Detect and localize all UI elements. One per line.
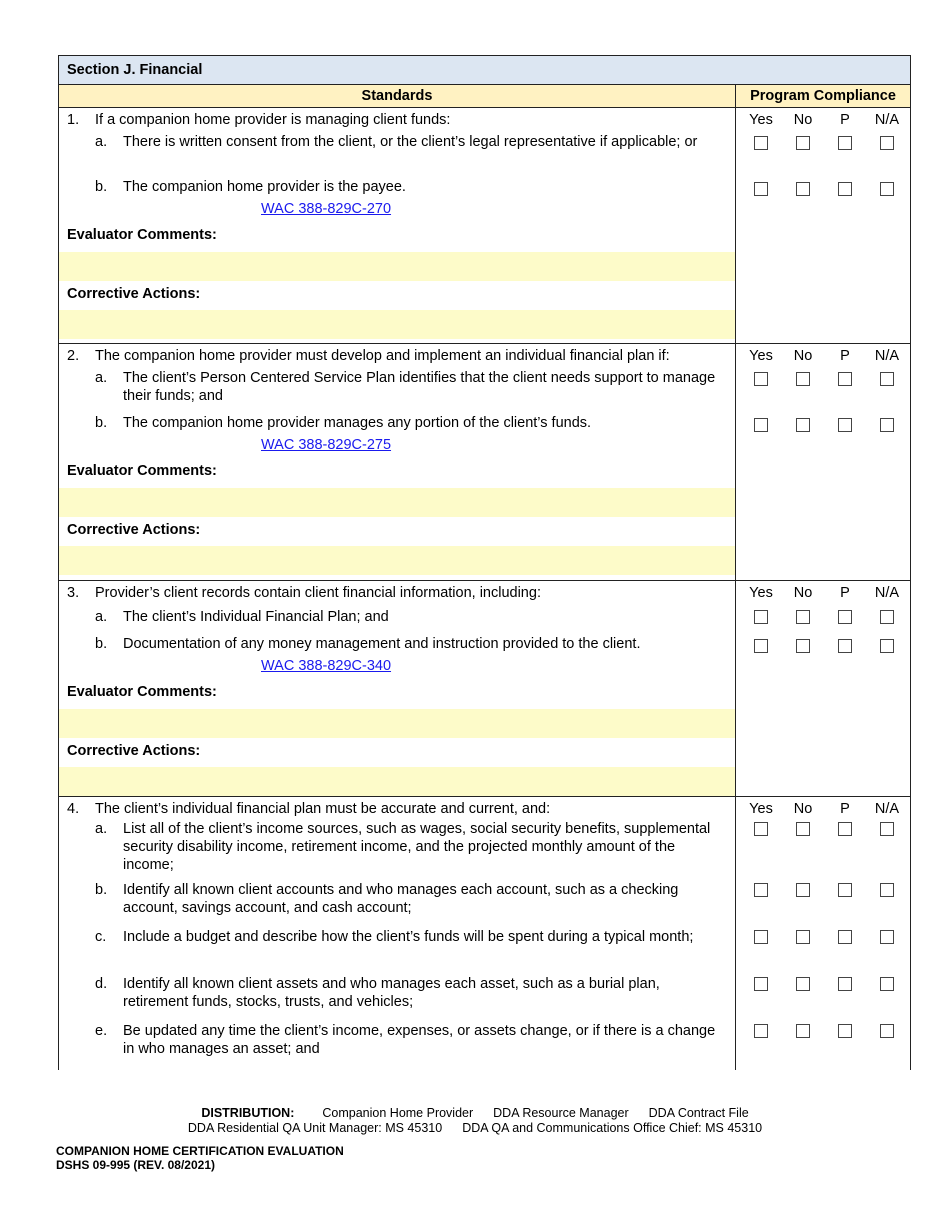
compliance-cell [736, 797, 910, 1070]
evaluator-comments-field[interactable] [59, 709, 735, 738]
corrective-actions-label: Corrective Actions: [67, 286, 201, 302]
p-checkbox[interactable] [838, 977, 852, 991]
p-checkbox[interactable] [838, 610, 852, 624]
p-checkbox[interactable] [838, 930, 852, 944]
sub-text: The client’s Person Centered Service Plan identifies that the client needs support to manage their funds; and [123, 370, 716, 404]
yes-checkbox[interactable] [754, 136, 768, 150]
no-col-label: No [793, 112, 813, 128]
yes-checkbox[interactable] [754, 1024, 768, 1038]
form-number: DSHS 09-995 (REV. 08/2021) [56, 1158, 215, 1172]
sub-text: Be updated any time the client’s income, expenses, or assets change, or if there is a change in who manages an asset; and [123, 1023, 716, 1057]
p-col-label: P [840, 801, 850, 817]
na-checkbox[interactable] [880, 372, 894, 386]
evaluator-comments-label: Evaluator Comments: [67, 463, 217, 479]
corrective-actions-label: Corrective Actions: [67, 743, 201, 759]
no-checkbox[interactable] [796, 977, 810, 991]
yes-checkbox[interactable] [754, 610, 768, 624]
form-footer [56, 1144, 456, 1172]
na-checkbox[interactable] [880, 639, 894, 653]
na-col-label: N/A [874, 112, 900, 128]
sub-text: Documentation of any money management and instruction provided to the client. [123, 636, 641, 652]
item-number: 1. [67, 112, 80, 128]
sub-text: Include a budget and describe how the client’s funds will be spent during a typical month; [123, 929, 694, 945]
evaluator-comments-label: Evaluator Comments: [67, 227, 217, 243]
p-checkbox[interactable] [838, 136, 852, 150]
yes-col-label: Yes [749, 585, 773, 601]
item-text: Provider’s client records contain client financial information, including: [95, 585, 541, 601]
item-text: The companion home provider must develop and implement an individual financial plan if: [95, 348, 670, 364]
section-title: Section J. Financial [59, 56, 910, 85]
wac-link[interactable]: WAC 388-829C-275 [261, 437, 392, 453]
p-col-label: P [840, 585, 850, 601]
no-col-label: No [793, 348, 813, 364]
standards-header: Standards [59, 85, 736, 107]
no-col-label: No [793, 801, 813, 817]
p-checkbox[interactable] [838, 372, 852, 386]
compliance-cell [736, 581, 910, 796]
sub-text: The client’s Individual Financial Plan; and [123, 609, 389, 625]
column-headers [59, 85, 910, 108]
sub-text: List all of the client’s income sources, such as wages, social security benefits, supplemental security disability income, retirement income, and the projected monthly amount of the income; [123, 821, 711, 873]
yes-checkbox[interactable] [754, 418, 768, 432]
yes-checkbox[interactable] [754, 883, 768, 897]
no-checkbox[interactable] [796, 182, 810, 196]
item-text: The client’s individual financial plan must be accurate and current, and: [95, 801, 551, 817]
p-checkbox[interactable] [838, 1024, 852, 1038]
compliance-header: Program Compliance [750, 88, 896, 104]
wac-link[interactable]: WAC 388-829C-270 [261, 201, 392, 217]
yes-checkbox[interactable] [754, 930, 768, 944]
distribution-recipient: DDA Resource Manager [493, 1106, 629, 1120]
yes-checkbox[interactable] [754, 372, 768, 386]
item-text: If a companion home provider is managing client funds: [95, 112, 451, 128]
evaluator-comments-field[interactable] [59, 488, 735, 517]
yes-checkbox[interactable] [754, 639, 768, 653]
no-checkbox[interactable] [796, 610, 810, 624]
yes-col-label: Yes [749, 112, 773, 128]
sub-letter: c. [95, 929, 107, 945]
no-col-label: No [793, 585, 813, 601]
sub-text: The companion home provider is the payee. [123, 179, 406, 195]
no-checkbox[interactable] [796, 883, 810, 897]
na-checkbox[interactable] [880, 136, 894, 150]
item-number: 4. [67, 801, 80, 817]
p-col-label: P [840, 112, 850, 128]
no-checkbox[interactable] [796, 639, 810, 653]
na-checkbox[interactable] [880, 883, 894, 897]
distribution-footer [0, 1106, 950, 1136]
sub-letter: a. [95, 370, 108, 386]
sub-text: The companion home provider manages any portion of the client’s funds. [123, 415, 592, 431]
na-checkbox[interactable] [880, 977, 894, 991]
sub-letter: b. [95, 179, 108, 195]
na-checkbox[interactable] [880, 822, 894, 836]
sub-letter: d. [95, 976, 108, 992]
no-checkbox[interactable] [796, 1024, 810, 1038]
corrective-actions-label: Corrective Actions: [67, 522, 201, 538]
wac-link[interactable]: WAC 388-829C-340 [261, 658, 392, 674]
sub-text: Identify all known client assets and who manages each asset, such as a burial plan, retirement funds, stocks, trusts, and vehicles; [123, 976, 660, 1010]
na-checkbox[interactable] [880, 418, 894, 432]
corrective-actions-field[interactable] [59, 546, 735, 575]
corrective-actions-field[interactable] [59, 767, 735, 796]
distribution-label: DISTRIBUTION: [201, 1106, 295, 1120]
na-checkbox[interactable] [880, 930, 894, 944]
distribution-recipient: DDA Contract File [648, 1106, 749, 1120]
standard-item-3 [59, 581, 910, 797]
na-col-label: N/A [874, 585, 900, 601]
na-checkbox[interactable] [880, 182, 894, 196]
sub-text: Identify all known client accounts and who manages each account, such as a checking account, savings account, and cash account; [123, 882, 679, 916]
corrective-actions-field[interactable] [59, 310, 735, 339]
form-title: COMPANION HOME CERTIFICATION EVALUATION [56, 1144, 344, 1158]
p-col-label: P [840, 348, 850, 364]
no-checkbox[interactable] [796, 136, 810, 150]
yes-col-label: Yes [749, 348, 773, 364]
p-checkbox[interactable] [838, 639, 852, 653]
compliance-cell [736, 108, 910, 343]
p-checkbox[interactable] [838, 883, 852, 897]
standard-item-4 [59, 797, 910, 1070]
p-checkbox[interactable] [838, 822, 852, 836]
evaluator-comments-label: Evaluator Comments: [67, 684, 217, 700]
na-col-label: N/A [874, 348, 900, 364]
yes-col-label: Yes [749, 801, 773, 817]
no-checkbox[interactable] [796, 418, 810, 432]
financial-section-table [58, 55, 911, 1070]
no-checkbox[interactable] [796, 372, 810, 386]
p-checkbox[interactable] [838, 182, 852, 196]
compliance-cell [736, 344, 910, 580]
distribution-recipient: DDA Residential QA Unit Manager: MS 45310 [187, 1121, 443, 1135]
item-number: 3. [67, 585, 80, 601]
yes-checkbox[interactable] [754, 822, 768, 836]
yes-checkbox[interactable] [754, 182, 768, 196]
yes-checkbox[interactable] [754, 977, 768, 991]
sub-text: There is written consent from the client, or the client’s legal representative if applicable; or [123, 134, 698, 150]
sub-letter: a. [95, 609, 108, 625]
sub-letter: e. [95, 1023, 108, 1039]
evaluator-comments-field[interactable] [59, 252, 735, 281]
sub-letter: b. [95, 882, 108, 898]
na-col-label: N/A [874, 801, 900, 817]
no-checkbox[interactable] [796, 822, 810, 836]
no-checkbox[interactable] [796, 930, 810, 944]
na-checkbox[interactable] [880, 610, 894, 624]
standard-item-2 [59, 344, 910, 581]
item-number: 2. [67, 348, 80, 364]
sub-letter: a. [95, 134, 108, 150]
standard-item-1 [59, 108, 910, 344]
sub-letter: b. [95, 636, 108, 652]
p-checkbox[interactable] [838, 418, 852, 432]
sub-letter: b. [95, 415, 108, 431]
sub-letter: a. [95, 821, 108, 837]
distribution-recipient: Companion Home Provider [322, 1106, 474, 1120]
na-checkbox[interactable] [880, 1024, 894, 1038]
distribution-recipient: DDA QA and Communications Office Chief: MS 45310 [462, 1121, 763, 1135]
